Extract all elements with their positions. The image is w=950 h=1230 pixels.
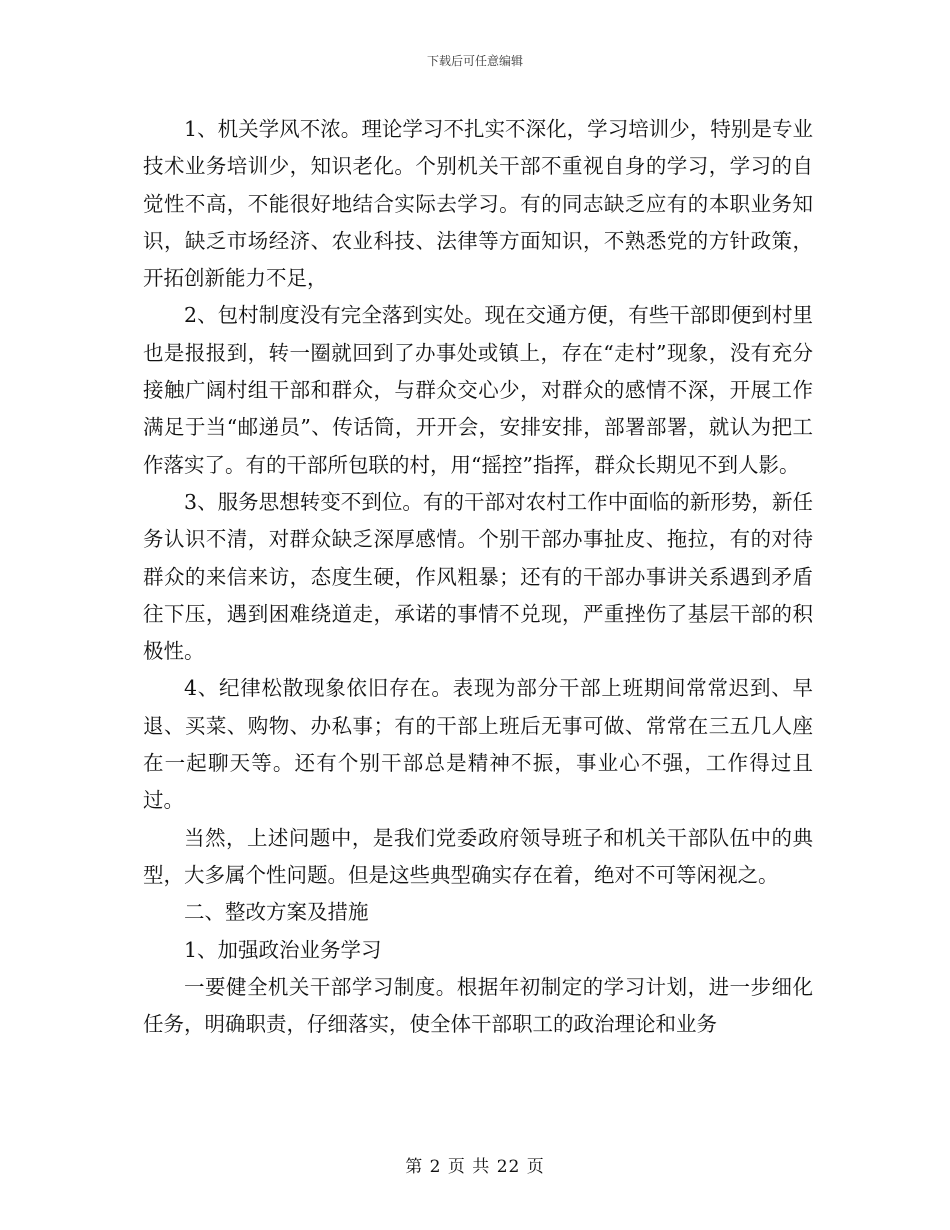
subsection-heading: 1、加强政治业务学习 [184, 937, 382, 962]
paragraph-5: 当然，上述问题中，是我们党委政府领导班子和机关干部队伍中的典型，大多属个性问题。但是这些典型确实存在着，绝对不可等闲视之。 [143, 825, 813, 887]
paragraph-4: 4、纪律松散现象依旧存在。表现为部分干部上班期间常常迟到、早退、买菜、购物、办私事；有的干部上班后无事可做、常常在三五几人座在一起聊天等。还有个别干部总是精神不振，事业心不强，工作得过且过。 [143, 676, 813, 813]
paragraph-6: 一要健全机关干部学习制度。根据年初制定的学习计划，进一步细化任务，明确职责，仔细落实，使全体干部职工的政治理论和业务 [143, 974, 813, 1037]
page-header: 下载后可任意编辑 [426, 54, 523, 68]
paragraph-3: 3、服务思想转变不到位。有的干部对农村工作中面临的新形势，新任务认识不清，对群众缺乏深厚感情。个别干部办事扯皮、拖拉，有的对待群众的来信来访，态度生硬，作风粗暴；还有的干部办事讲关系遇到矛盾往下压，遇到困难绕道走，承诺的事情不兑现，严重挫伤了基层干部的积极性。 [143, 489, 813, 664]
page-footer: 第 2 页 共 22 页 [405, 1157, 545, 1177]
section-heading: 二、整改方案及措施 [184, 900, 369, 925]
paragraph-2: 2、包村制度没有完全落到实处。现在交通方便，有些干部即便到村里也是报报到，转一圈就回到了办事处或镇上，存在“走村”现象，没有充分接触广阔村组干部和群众，与群众交心少，对群众的感情不深，开展工作满足于当“邮递员”、传话筒，开开会，安排安排，部署部署，就认为把工作落实了。有的干部所包联的村，用“摇控”指挥，群众长期见不到人影。 [143, 303, 813, 477]
paragraph-1: 1、机关学风不浓。理论学习不扎实不深化，学习培训少，特别是专业技术业务培训少，知识老化。个别机关干部不重视自身的学习，学习的自觉性不高，不能很好地结合实际去学习。有的同志缺乏应有的本职业务知识，缺乏市场经济、农业科技、法律等方面知识，不熟悉党的方针政策，开拓创新能力不足， [143, 117, 813, 291]
document-body [143, 111, 813, 1043]
